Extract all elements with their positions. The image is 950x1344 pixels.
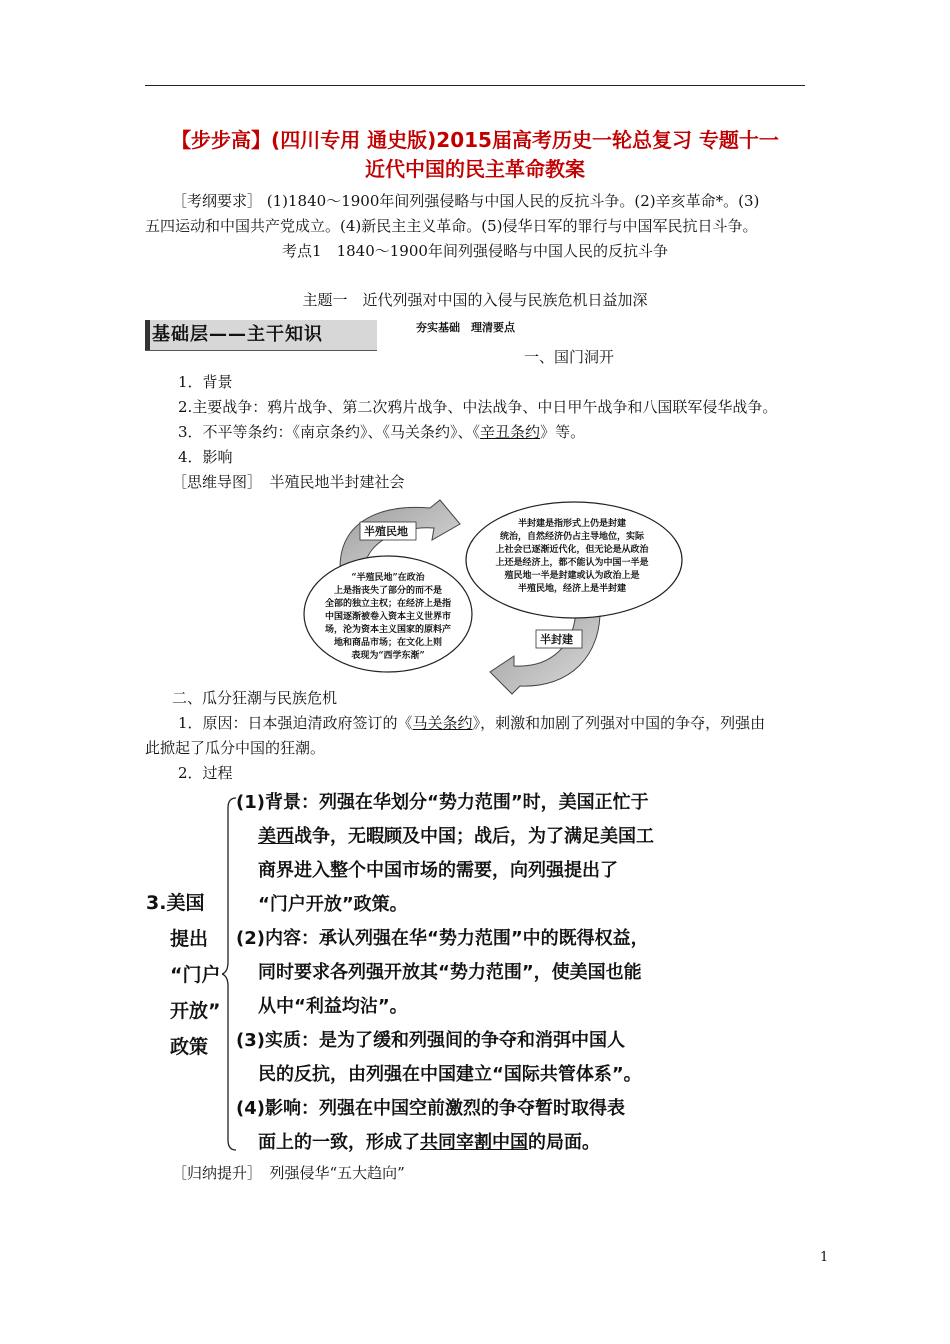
right-ellipse-line: 上还是经济上，都不能认为中国一半是 [495, 558, 649, 568]
essence-line1: 是为了缓和列强间的争夺和消弭中国人 [318, 1030, 625, 1051]
banner-subtitle: 夯实基础 理清要点 [416, 321, 515, 334]
background-line4: “门户开放”政策。 [258, 894, 408, 915]
open-door-title-line: 提出 [170, 928, 209, 950]
background-line2: 战争，无暇顾及中国；战后，为了满足美国工 [294, 826, 654, 847]
document-title-line2: 近代中国的民主革命教案 [365, 157, 585, 181]
exam-requirements-line1: ［考纲要求］ (1)1840～1900年间列强侵略与中国人民的反抗斗争。(2)辛亥革命*。(3) [172, 192, 760, 210]
content-line1: 承认列强在华“势力范围”中的既得权益， [318, 928, 649, 949]
impact-line1: 列强在中国空前激烈的争夺暂时取得表 [318, 1098, 625, 1119]
open-door-title-line: 开放” [170, 1000, 221, 1022]
open-door-content [236, 922, 649, 1024]
right-ellipse-line: 上社会已逐渐近代化，但无论是从政治 [495, 545, 649, 555]
right-ellipse-text [472, 518, 672, 596]
cause-underlined: 马关条约 [412, 714, 473, 732]
open-door-essence [236, 1024, 642, 1092]
section2-process: 2．过程 [178, 764, 233, 782]
item3-suffix: 》等。 [540, 423, 586, 441]
item3-underlined: 辛丑条约 [480, 423, 541, 441]
open-door-title-line: “门户 [170, 964, 221, 986]
left-ellipse-line: “半殖民地”在政治 [351, 573, 425, 583]
page-number: 1 [820, 1250, 829, 1265]
cause-prefix: 1．原因：日本强迫清政府签订的《 [178, 714, 413, 732]
impact-key: (4)影响： [236, 1098, 319, 1119]
right-ellipse-line: 半封建是指形式上仍是封建 [517, 519, 626, 529]
impact-suffix: 的局面。 [528, 1132, 600, 1153]
section1-item4: 4．影响 [178, 448, 233, 466]
arrow-top-label: 半殖民地 [364, 525, 408, 538]
right-ellipse-line: 半殖民地，经济上是半封建 [517, 584, 626, 594]
document-title-line1: 【步步高】(四川专用 通史版)2015届高考历史一轮总复习 专题十一 [171, 128, 779, 152]
impact-underlined: 共同宰割中国 [420, 1132, 528, 1153]
background-line1: 列强在华划分“势力范围”时，美国正忙于 [318, 792, 649, 813]
left-ellipse-line: 全部的独立主权；在经济上是指 [324, 599, 451, 609]
banner-underline [145, 350, 377, 351]
section1-item3 [178, 421, 585, 443]
open-door-title [146, 885, 221, 1065]
section1-heading: 一、国门洞开 [524, 348, 615, 366]
background-line3: 商界进入整个中国市场的需要，向列强提出了 [258, 860, 618, 881]
section2-heading: 二、瓜分狂潮与民族危机 [172, 689, 338, 707]
left-ellipse-line: 上是指丧失了部分的而不是 [333, 586, 442, 596]
summary-heading: ［归纳提升］ 列强侵华“五大趋向” [172, 1164, 405, 1182]
exam-requirements-line2: 五四运动和中国共产党成立。(4)新民主主义革命。(5)侵华日军的罪行与中国军民抗日斗争。 [145, 217, 758, 235]
arrow-bottom [490, 606, 600, 694]
open-door-title-line: 政策 [170, 1036, 209, 1058]
cause-suffix: 》，刺激和加剧了列强对中国的争夺，列强由 [472, 714, 766, 732]
left-ellipse-line: 中国逐渐被卷入资本主义世界市 [324, 612, 451, 622]
background-key: (1)背景： [236, 792, 319, 813]
background-underlined: 美西 [258, 826, 294, 847]
open-door-impact [236, 1092, 625, 1160]
right-ellipse-line: 统治，自然经济仍占主导地位，实际 [499, 532, 644, 542]
left-ellipse-line: 表现为“西学东渐” [351, 651, 425, 661]
header-rule [145, 85, 805, 86]
open-door-title-line: 3.美国 [146, 892, 205, 914]
content-line3: 从中“利益均沾”。 [258, 996, 408, 1017]
essence-line2: 民的反抗，由列强在中国建立“国际共管体系”。 [258, 1064, 642, 1085]
arrow-bottom-label: 半封建 [540, 633, 573, 646]
banner-label: 基础层——主干知识 [152, 324, 323, 345]
content-key: (2)内容： [236, 928, 319, 949]
section1-item2: 2.主要战争：鸦片战争、第二次鸦片战争、中法战争、中日甲午战争和八国联军侵华战争。 [178, 398, 778, 416]
left-ellipse-text [310, 572, 466, 663]
left-ellipse-line: 场，沦为资本主义国家的原料产 [324, 625, 451, 635]
left-ellipse-line: 地和商品市场；在文化上则 [333, 638, 442, 648]
open-door-background [236, 786, 654, 922]
theme-heading: 主题一 近代列强对中国的入侵与民族危机日益加深 [302, 291, 648, 309]
item3-prefix: 3．不平等条约：《南京条约》、《马关条约》、《 [178, 423, 481, 441]
section2-cause-line1 [178, 712, 765, 734]
essence-key: (3)实质： [236, 1030, 319, 1051]
section1-item1: 1．背景 [178, 373, 233, 391]
right-ellipse-line: 殖民地一半是封建或认为政治上是 [504, 571, 640, 581]
content-line2: 同时要求各列强开放其“势力范围”，使美国也能 [258, 962, 642, 983]
mindmap-caption: ［思维导图］ 半殖民地半封建社会 [172, 473, 405, 491]
impact-prefix: 面上的一致，形成了 [258, 1132, 420, 1153]
kaodian-heading: 考点1 1840～1900年间列强侵略与中国人民的反抗斗争 [282, 242, 668, 260]
section2-cause-line2: 此掀起了瓜分中国的狂潮。 [145, 739, 326, 757]
